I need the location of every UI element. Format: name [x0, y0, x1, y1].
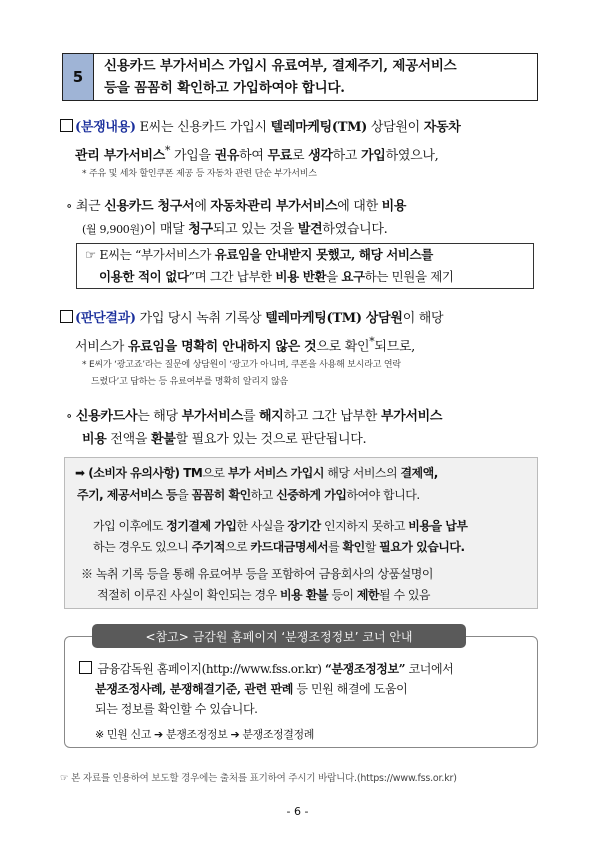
circle-bullet-icon: ∘	[66, 199, 76, 214]
checkbox-square-icon	[60, 310, 73, 323]
section-number: 5	[63, 54, 94, 100]
checkbox-square-icon	[79, 661, 92, 674]
reference-path: ※ 민원 신고 ➔ 분쟁조정정보 ➔ 분쟁조정결정례	[95, 728, 314, 741]
judgment-footnote: * E씨가 ‘광고죠’라는 질문에 상담원이 ‘광고가 아니며, 쿠폰을 사용해 보시라고 연락 드렸다’고 답하는 등 유료여부를 명확히 알리지 않음	[82, 360, 401, 387]
judgment-label: (판단결과)	[75, 311, 136, 326]
reference-tag: <참고> 금감원 홈페이지 ‘분쟁조정정보’ 코너 안내	[92, 624, 466, 648]
right-arrow-icon: ➔	[154, 728, 163, 741]
checkbox-square-icon	[60, 119, 73, 132]
circle-bullet-icon: ∘	[66, 409, 76, 424]
dispute-bullet: ∘ 최근 신용카드 청구서에 자동차관리 부가서비스에 대한 비용 (월 9,900원)이 매달 청구되고 있는 것을 발견하였습니다.	[66, 199, 407, 237]
citation-note: ☞ 본 자료를 인용하여 보도할 경우에는 출처를 표기하여 주시기 바랍니다.(https://www.fss.or.kr)	[60, 773, 457, 784]
section-header	[62, 53, 538, 101]
consumer-caution-box: ➡ (소비자 유의사항) TM으로 부가 서비스 가입시 해당 서비스의 결제액, 주기, 제공서비스 등을 꼼꼼히 확인하고 신중하게 가입하여야 합니다. 가입 이후에도 정기결제 가입한 사실을 장기간 인지하지 못하고 비용을 납부 하는 경우도 있으니 주기적으로 카드대금명세서를 확인할 필요가 있습니다. ※ 녹취 기록 등을 통해 유료여부 등을 포함하여 금융회사의 상품설명이 적절히 이루진 사실이 확인되는 경우 비용 환불 등이 제한될 수 있음	[64, 457, 538, 609]
section-title: 신용카드 부가서비스 가입시 유료여부, 결제주기, 제공서비스 등을 꼼꼼히 확인하고 가입하여야 합니다.	[104, 58, 457, 96]
dispute-label: (분쟁내용)	[75, 120, 136, 135]
right-arrow-icon: ➔	[230, 728, 240, 741]
page-number: - 6 -	[286, 805, 309, 818]
dispute-footnote: * 주유 및 세차 할인쿠폰 제공 등 자동차 관련 단순 부가서비스	[82, 169, 317, 179]
dispute-paragraph: (분쟁내용) E씨는 신용카드 가입시 텔레마케팅(TM) 상담원이 자동차 관리 부가서비스* 가입을 권유하여 무료로 생각하고 가입하였으나,	[60, 116, 540, 167]
judgment-paragraph: (판단결과) 가입 당시 녹취 기록상 텔레마케팅(TM) 상담원이 해당 서비스가 유료임을 명확히 안내하지 않은 것으로 확인*되므로,	[60, 307, 540, 358]
judgment-bullet: ∘ 신용카드사는 해당 부가서비스를 해지하고 그간 납부한 부가서비스 비용 전액을 환불할 필요가 있는 것으로 판단됩니다.	[66, 409, 443, 447]
right-arrow-icon: ➡	[75, 466, 85, 480]
claim-box: ☞ E씨는 “부가서비스가 유료임을 안내받지 못했고, 해당 서비스를 이용한 적이 없다”며 그간 납부한 비용 반환을 요구하는 민원을 제기	[76, 243, 534, 289]
reference-box: 금융감독원 홈페이지(http://www.fss.or.kr) “분쟁조정정보” 코너에서 분쟁조정사례, 분쟁해결기준, 관련 판례 등 민원 해결에 도움이 되는 정보를 확인할 수 있습니다. ※ 민원 신고 ➔ 분쟁조정정보 ➔ 분쟁조정결정례	[64, 636, 538, 748]
